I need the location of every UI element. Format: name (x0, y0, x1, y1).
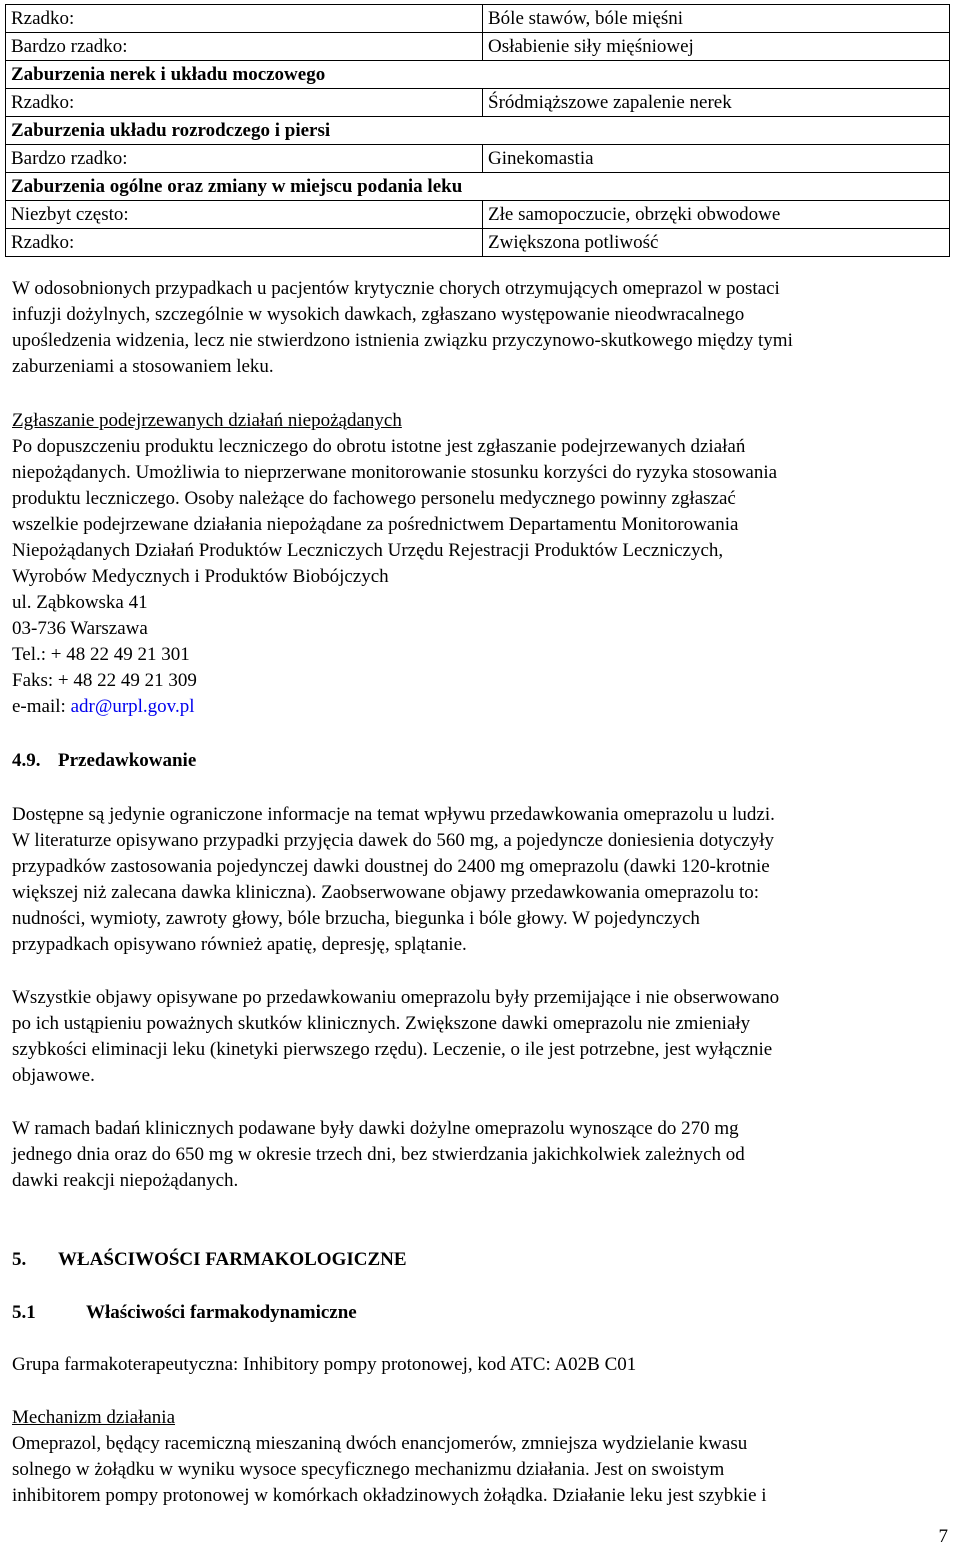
section-title-cell: Zaburzenia ogólne oraz zmiany w miejscu podania leku (6, 173, 950, 201)
section-number: 5.1 (12, 1302, 36, 1323)
text-line: zaburzeniami a stosowaniem leku. (12, 356, 274, 377)
text-line: Wszystkie objawy opisywane po przedawkowaniu omeprazolu były przemijające i nie obserwowano (12, 987, 780, 1008)
mechanism-title: Mechanizm działania (12, 1407, 176, 1428)
effect-cell: Osłabienie siły mięśniowej (483, 33, 950, 61)
table-section-row (6, 173, 950, 201)
text-line: Niepożądanych Działań Produktów Leczniczych Urzędu Rejestracji Produktów Leczniczych, (12, 540, 724, 561)
text-line: przypadkach opisywano również apatię, depresję, splątanie. (12, 934, 467, 955)
text-line: niepożądanych. Umożliwia to nieprzerwane monitorowanie stosunku korzyści do ryzyka stosowania (12, 462, 778, 483)
text-line: Grupa farmakoterapeutyczna: Inhibitory pompy protonowej, kod ATC: A02B C01 (12, 1354, 637, 1375)
text-line: upośledzenia widzenia, lecz nie stwierdzono istnienia związku przyczynowo-skutkowego między tymi (12, 330, 793, 351)
text-line: Dostępne są jedynie ograniczone informacje na temat wpływu przedawkowania omeprazolu u ludzi. (12, 804, 775, 825)
frequency-cell: Rzadko: (6, 89, 483, 117)
section-5-heading (12, 1247, 947, 1273)
frequency-cell: Rzadko: (6, 229, 483, 257)
email-link[interactable]: adr@urpl.gov.pl (70, 696, 195, 717)
text-line: dawki reakcji niepożądanych. (12, 1170, 239, 1191)
text-line: większej niż zalecana dawka kliniczna). Zaobserwowane objawy przedawkowania omeprazolu to: (12, 882, 760, 903)
text-line: Po dopuszczeniu produktu leczniczego do obrotu istotne jest zgłaszanie podejrzewanych działań (12, 436, 746, 457)
table-row (6, 229, 950, 257)
adverse-effects-table-wrap (12, 4, 947, 257)
isolated-cases-paragraph (12, 276, 947, 380)
frequency-cell: Rzadko: (6, 5, 483, 33)
frequency-cell: Bardzo rzadko: (6, 33, 483, 61)
table-row (6, 201, 950, 229)
phone-line: Tel.: + 48 22 49 21 301 (12, 644, 190, 665)
text-line: solnego w żołądku w wyniku wysoce specyficznego mechanizmu działania. Jest on swoistym (12, 1459, 725, 1480)
overdose-heading (12, 748, 947, 774)
effect-cell: Bóle stawów, bóle mięśni (483, 5, 950, 33)
section-title: Przedawkowanie (58, 750, 197, 771)
adverse-effects-table (5, 4, 950, 257)
text-line: objawowe. (12, 1065, 95, 1086)
text-line: infuzji dożylnych, szczególnie w wysokich dawkach, zgłaszano występowanie nieodwracalnego (12, 304, 745, 325)
overdose-paragraph-1 (12, 802, 947, 958)
table-row (6, 33, 950, 61)
effect-cell: Śródmiąższowe zapalenie nerek (483, 89, 950, 117)
section-5-1-heading (12, 1300, 947, 1326)
table-row (6, 89, 950, 117)
text-line: nudności, wymioty, zawroty głowy, bóle brzucha, biegunka i bóle głowy. W pojedynczych (12, 908, 700, 929)
email-label: e-mail: (12, 696, 71, 717)
effect-cell: Zwiększona potliwość (483, 229, 950, 257)
table-row (6, 5, 950, 33)
text-line: szybkości eliminacji leku (kinetyki pierwszego rzędu). Leczenie, o ile jest potrzebne, jest wyłącznie (12, 1039, 773, 1060)
text-line: W ramach badań klinicznych podawane były dawki dożylne omeprazolu wynoszące do 270 mg (12, 1118, 739, 1139)
pharmacotherapeutic-group (12, 1352, 947, 1378)
text-line: produktu leczniczego. Osoby należące do fachowego personelu medycznego powinny zgłaszać (12, 488, 736, 509)
section-title: WŁAŚCIWOŚCI FARMAKOLOGICZNE (58, 1249, 407, 1270)
effect-cell: Złe samopoczucie, obrzęki obwodowe (483, 201, 950, 229)
overdose-paragraph-3 (12, 1116, 947, 1194)
page-number: 7 (938, 1526, 948, 1547)
address-line: ul. Ząbkowska 41 (12, 592, 148, 613)
section-title-cell: Zaburzenia układu rozrodczego i piersi (6, 117, 950, 145)
table-section-row (6, 117, 950, 145)
text-line: wszelkie podejrzewane działania niepożądane za pośrednictwem Departamentu Monitorowania (12, 514, 739, 535)
fax-line: Faks: + 48 22 49 21 309 (12, 670, 197, 691)
text-line: jednego dnia oraz do 650 mg w okresie trzech dni, bez stwierdzania jakichkolwiek zależnych od (12, 1144, 745, 1165)
email-line (12, 694, 947, 720)
overdose-paragraph-2 (12, 985, 947, 1089)
reporting-section (12, 408, 947, 720)
reporting-title: Zgłaszanie podejrzewanych działań niepożądanych (12, 410, 402, 431)
text-line: po ich ustąpieniu poważnych skutków klinicznych. Zwiększone dawki omeprazolu nie zmieniały (12, 1013, 751, 1034)
table-section-row (6, 61, 950, 89)
text-line: Omeprazol, będący racemiczną mieszaniną dwóch enancjomerów, zmniejsza wydzielanie kwasu (12, 1433, 748, 1454)
section-title: Właściwości farmakodynamiczne (86, 1302, 357, 1323)
section-number: 5. (12, 1249, 27, 1270)
text-line: Wyrobów Medycznych i Produktów Biobójczych (12, 566, 389, 587)
frequency-cell: Niezbyt często: (6, 201, 483, 229)
mechanism-section (12, 1405, 947, 1509)
text-line: W odosobnionych przypadkach u pacjentów krytycznie chorych otrzymujących omeprazol w postaci (12, 278, 780, 299)
text-line: W literaturze opisywano przypadki przyjęcia dawek do 560 mg, a pojedyncze doniesienia dotyczyły (12, 830, 775, 851)
text-line: przypadków zastosowania pojedynczej dawki doustnej do 2400 mg omeprazolu (dawki 120-krotnie (12, 856, 770, 877)
text-line: inhibitorem pompy protonowej w komórkach okładzinowych żołądka. Działanie leku jest szybkie i (12, 1485, 767, 1506)
table-row (6, 145, 950, 173)
section-title-cell: Zaburzenia nerek i układu moczowego (6, 61, 950, 89)
section-number: 4.9. (12, 750, 41, 771)
frequency-cell: Bardzo rzadko: (6, 145, 483, 173)
city-line: 03-736 Warszawa (12, 618, 148, 639)
effect-cell: Ginekomastia (483, 145, 950, 173)
